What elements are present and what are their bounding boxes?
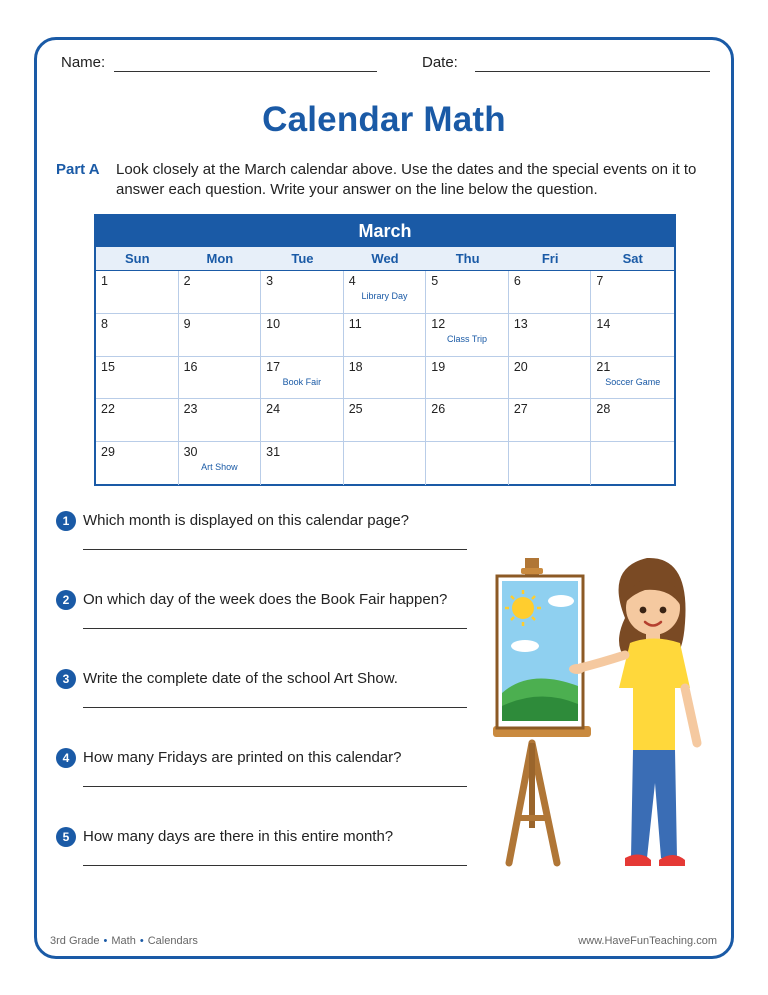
question-text: How many days are there in this entire month?: [83, 828, 394, 845]
day-number: 28: [596, 402, 611, 417]
calendar-day-cell: [509, 399, 592, 442]
calendar-month: March: [96, 216, 674, 247]
calendar-day-cell: [179, 357, 262, 400]
calendar-day-cell: [261, 357, 344, 400]
part-a-label: Part A: [56, 161, 100, 178]
question-number-badge: 2: [56, 590, 76, 610]
date-line[interactable]: [475, 71, 710, 72]
weekday-sat: Sat: [622, 251, 643, 266]
calendar-day-cell: [426, 357, 509, 400]
answer-line[interactable]: [83, 549, 467, 550]
question-1: [56, 511, 476, 571]
calendar-day-cell: [261, 314, 344, 357]
calendar-day-cell: [96, 271, 179, 314]
day-number: 3: [266, 274, 274, 288]
calendar-day-cell: [96, 442, 179, 485]
day-number: 22: [101, 402, 115, 417]
calendar-day-cell: [179, 314, 262, 357]
day-number: 10: [266, 316, 281, 331]
painting-icon: [497, 576, 583, 728]
question-4: [56, 748, 476, 808]
weekday-sun: Sun: [125, 251, 150, 266]
part-a-text: Look closely at the March calendar above. Use the dates and the special events on it to answer each question. Write your answer on the line below the question.: [116, 161, 697, 198]
day-number: 23: [183, 402, 198, 417]
footer-site[interactable]: www.HaveFunTeaching.com: [578, 935, 717, 947]
calendar-day-cell: [179, 271, 262, 314]
question-number-badge: 5: [56, 827, 76, 847]
calendar-day-cell: [344, 357, 427, 400]
day-number: 17: [266, 359, 281, 374]
question-text: On which day of the week does the Book Fair happen?: [83, 591, 448, 608]
weekday-fri: Fri: [541, 251, 559, 266]
day-number: 7: [596, 274, 604, 288]
day-number: 2: [183, 274, 191, 288]
weekday-mon: Mon: [206, 251, 234, 266]
calendar-event: Art Show: [201, 462, 238, 473]
calendar-event: Library Day: [361, 291, 408, 301]
day-number: 8: [101, 316, 108, 331]
girl-icon: [569, 558, 697, 870]
day-number: 14: [596, 316, 611, 331]
day-number: 6: [513, 274, 521, 288]
calendar-day-cell: [261, 442, 344, 485]
calendar-day-cell: [509, 314, 592, 357]
day-number: 31: [266, 445, 281, 460]
answer-line[interactable]: [83, 628, 467, 629]
calendar-day-cell: [96, 399, 179, 442]
weekday-wed: Wed: [371, 251, 399, 266]
day-number: 12: [431, 316, 446, 331]
worksheet: [34, 37, 734, 959]
calendar-day-cell: [591, 357, 674, 400]
name-label: Name:: [61, 54, 106, 71]
calendar-day-cell: [179, 399, 262, 442]
calendar-day-cell: [426, 271, 509, 314]
page-title: Calendar Math: [262, 100, 506, 139]
day-number: 27: [513, 402, 528, 417]
footer-tags: [50, 935, 198, 947]
question-text: How many Fridays are printed on this calendar?: [83, 749, 402, 766]
calendar-day-cell: [591, 314, 674, 357]
calendar-day-cell: [591, 271, 674, 314]
calendar-empty-cell: [509, 442, 592, 485]
calendar-day-cell: [179, 442, 262, 485]
weekday-tue: Tue: [291, 251, 314, 266]
footer-topic: Calendars: [147, 935, 198, 947]
calendar-day-cell: [344, 314, 427, 357]
calendar-day-cell: [509, 271, 592, 314]
calendar-day-cell: [261, 399, 344, 442]
question-number-badge: 3: [56, 669, 76, 689]
calendar-event: Book Fair: [282, 376, 322, 387]
calendar-empty-cell: [426, 442, 509, 485]
question-text: Write the complete date of the school Art Show.: [83, 670, 398, 687]
day-number: 24: [266, 402, 281, 417]
answer-line[interactable]: [83, 707, 467, 708]
calendar-day-cell: [426, 399, 509, 442]
calendar-empty-cell: [344, 442, 427, 485]
day-number: 13: [513, 316, 528, 331]
calendar-day-cell: [344, 399, 427, 442]
question-5: [56, 827, 476, 887]
question-3: [56, 669, 476, 729]
day-number: 26: [431, 402, 446, 417]
question-2: [56, 590, 476, 650]
calendar-day-cell: [591, 399, 674, 442]
day-number: 16: [183, 359, 198, 374]
day-number: 1: [101, 274, 108, 288]
footer-grade: 3rd Grade: [50, 935, 100, 947]
march-calendar: [94, 214, 676, 486]
calendar-event: Class Trip: [447, 333, 488, 344]
calendar-empty-cell: [591, 442, 674, 485]
answer-line[interactable]: [83, 865, 467, 866]
day-number: 11: [348, 316, 362, 331]
footer-separator: •: [103, 935, 108, 947]
day-number: 4: [348, 274, 356, 288]
calendar-day-cell: [344, 271, 427, 314]
day-number: 20: [513, 359, 528, 374]
day-number: 19: [431, 359, 446, 374]
calendar-grid: [96, 271, 674, 485]
calendar-event: Soccer Game: [605, 376, 661, 387]
footer-separator: •: [139, 935, 144, 947]
answer-line[interactable]: [83, 786, 467, 787]
calendar-day-cell: [509, 357, 592, 400]
day-number: 5: [431, 274, 439, 288]
question-number-badge: 4: [56, 748, 76, 768]
footer-subject: Math: [111, 935, 136, 947]
name-date-row: [37, 54, 731, 78]
calendar-day-cell: [96, 357, 179, 400]
day-number: 21: [596, 359, 611, 374]
day-number: 15: [101, 359, 115, 374]
day-number: 25: [348, 402, 363, 417]
day-number: 18: [348, 359, 363, 374]
day-number: 30: [183, 445, 198, 460]
calendar-day-cell: [261, 271, 344, 314]
question-number-badge: 1: [56, 511, 76, 531]
weekday-header: [96, 247, 674, 271]
weekday-thu: Thu: [455, 251, 480, 266]
day-number: 9: [183, 316, 191, 331]
calendar-day-cell: [96, 314, 179, 357]
date-label: Date:: [422, 54, 458, 71]
name-line[interactable]: [114, 71, 377, 72]
day-number: 29: [101, 445, 115, 460]
girl-with-easel-illustration: [485, 528, 725, 873]
question-text: Which month is displayed on this calendar page?: [83, 512, 410, 529]
calendar-day-cell: [426, 314, 509, 357]
